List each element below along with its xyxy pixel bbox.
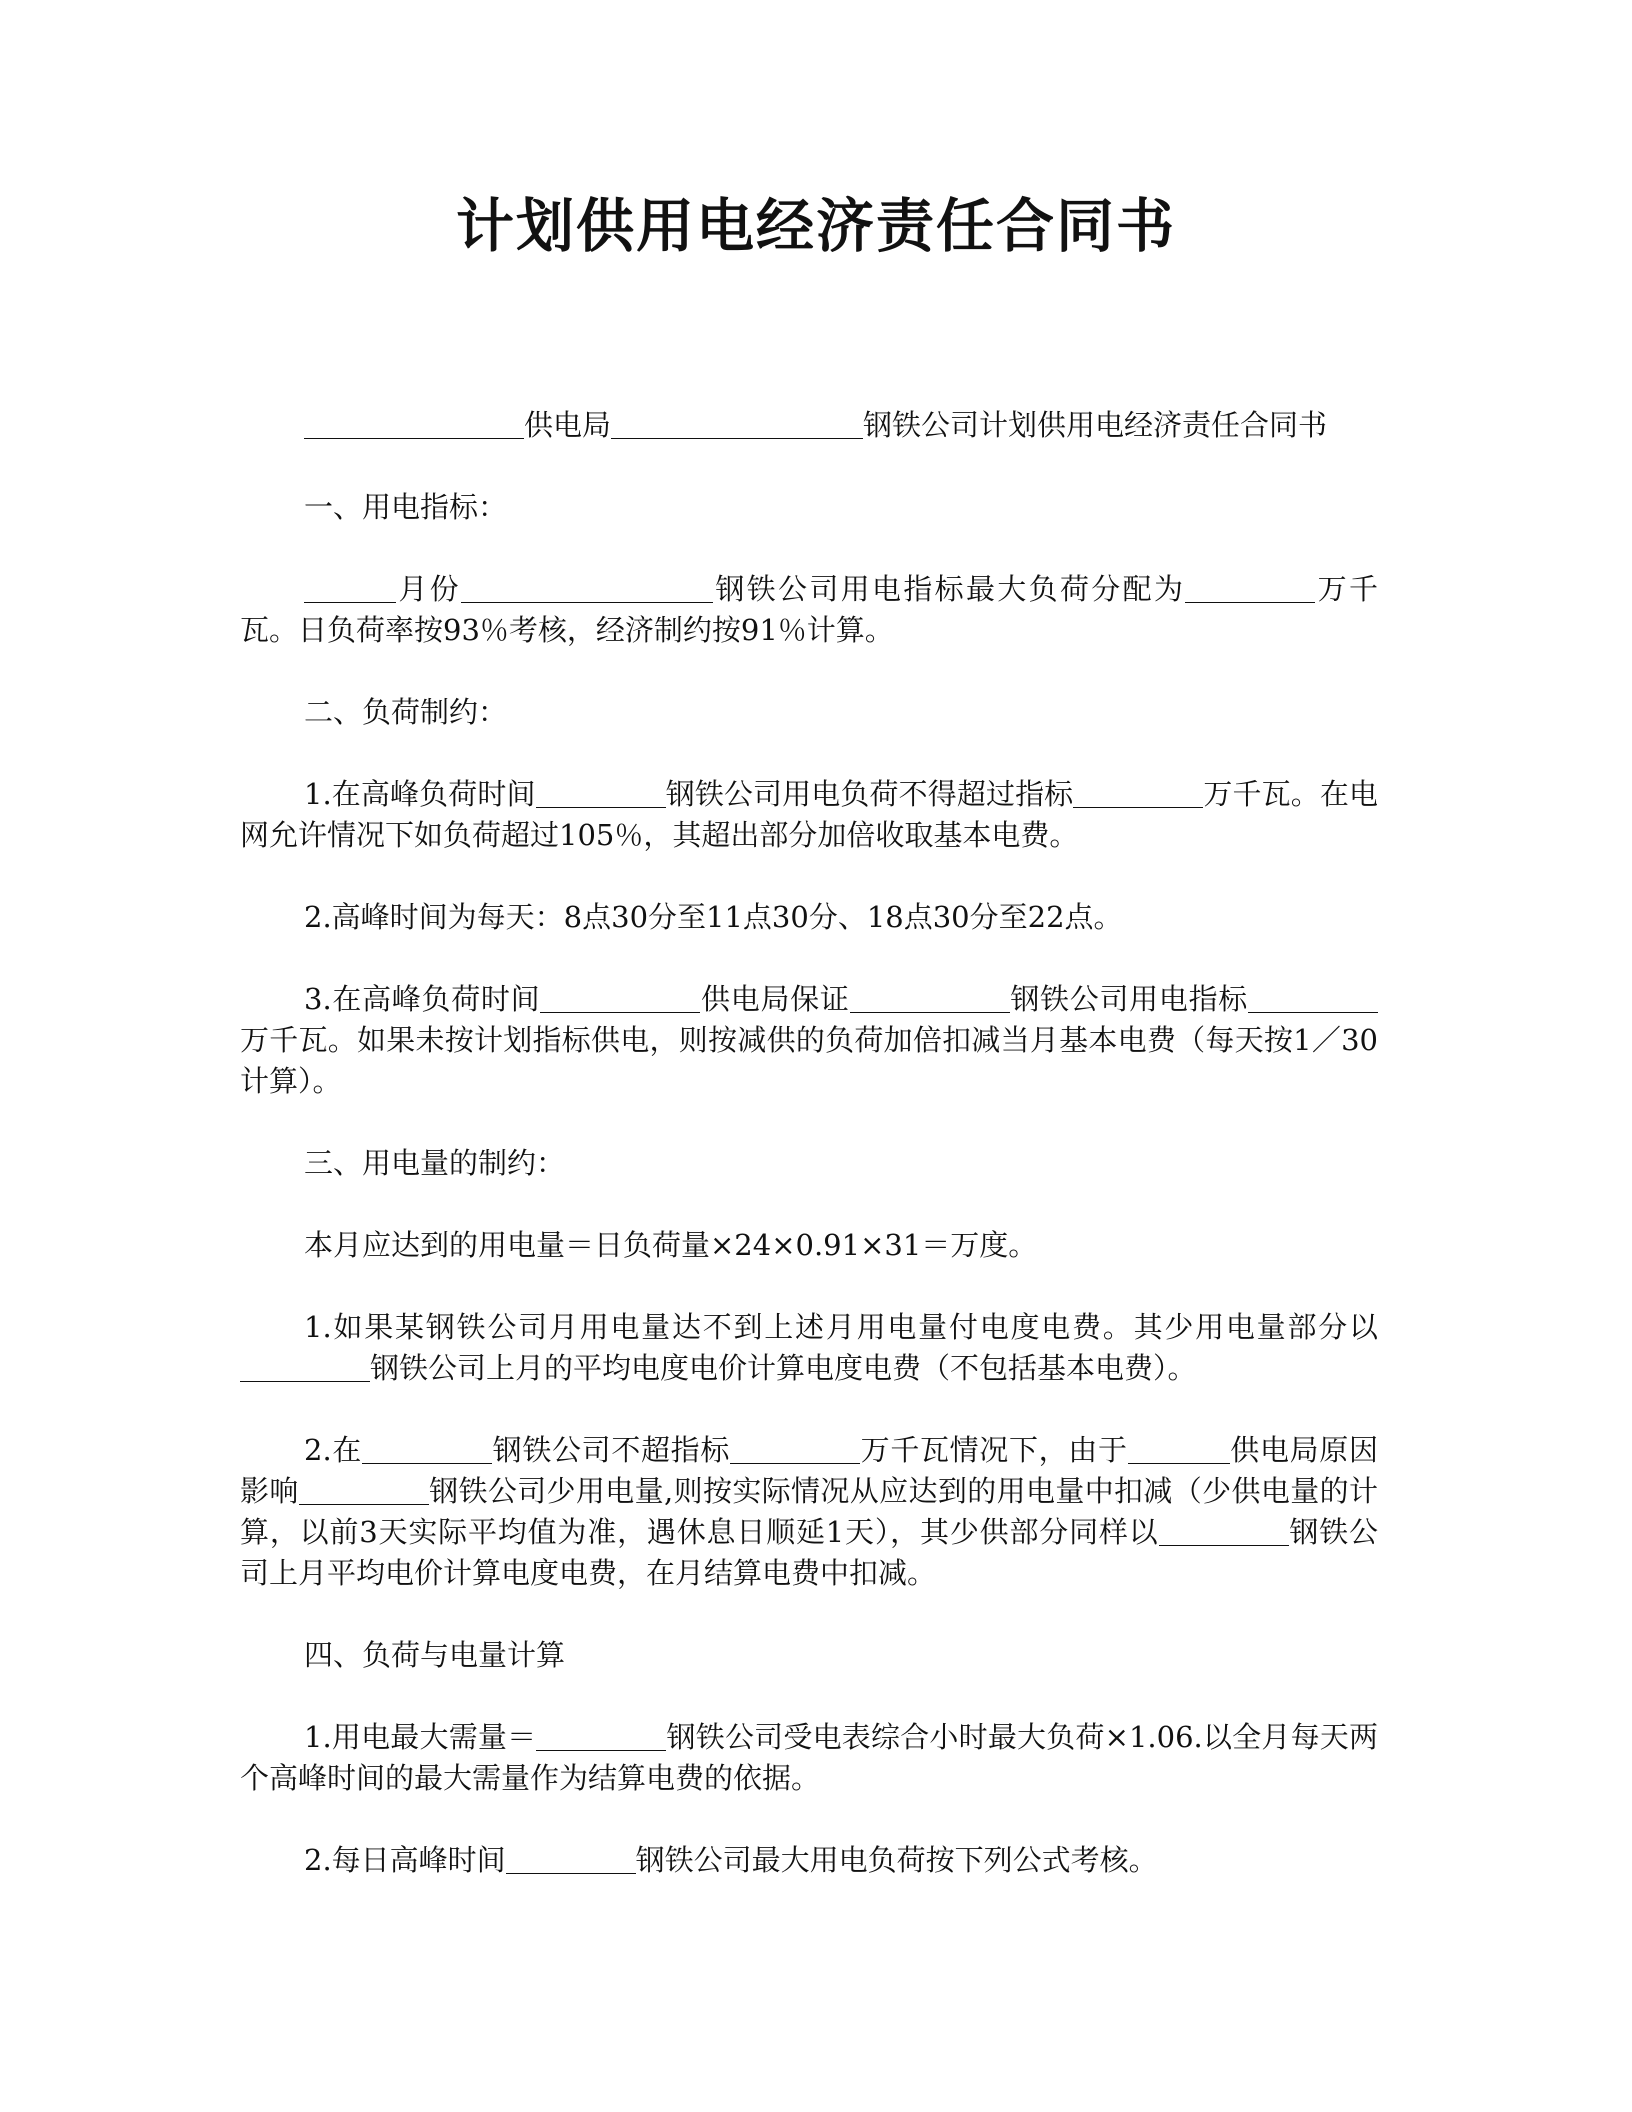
text-run: 2.在: [304, 1433, 362, 1467]
text-run: 钢铁公司少用电量,则按实际情况从应达到的用电量中扣减（少供电量的计算，以前3天实际平均值为准，遇休息日顺延1天），其少供部分同样以: [240, 1474, 1378, 1549]
text-run: 1.如果某钢铁公司月用电量达不到上述月用电量付电度电费。其少用电量部分以: [304, 1310, 1378, 1344]
blank-field: [536, 1720, 666, 1751]
paragraph: [240, 1430, 1378, 1594]
blank-field: [1128, 1433, 1230, 1464]
paragraph: 2.高峰时间为每天：8点30分至11点30分、18点30分至22点。: [304, 900, 1123, 934]
document-body: [240, 405, 1378, 1922]
header-line: [240, 405, 1378, 446]
section-heading: 三、用电量的制约：: [304, 1146, 566, 1180]
paragraph: [240, 979, 1378, 1102]
paragraph: [240, 1307, 1378, 1389]
blank-field: [240, 1351, 370, 1382]
section-heading: 四、负荷与电量计算: [304, 1638, 566, 1672]
text-run: 钢铁公司用电负荷不得超过指标: [665, 777, 1074, 811]
text-run: 钢铁公司用电指标最大负荷分配为: [713, 572, 1186, 606]
blank-field: [506, 1843, 636, 1874]
text-run: 供电局原因影响: [240, 1433, 1378, 1508]
text-run: 月份: [396, 572, 461, 606]
blank-field: [461, 572, 713, 603]
text-run: 钢铁公司计划供用电经济责任合同书: [863, 408, 1328, 442]
text-run: 钢铁公司最大用电负荷按下列公式考核。: [635, 1843, 1158, 1877]
blank-field: [536, 777, 666, 808]
blank-field: [850, 982, 1010, 1013]
blank-field: [362, 1433, 492, 1464]
text-run: 钢铁公司用电指标: [1009, 982, 1248, 1016]
blank-field: [540, 982, 700, 1013]
formula: 本月应达到的用电量＝日负荷量×24×0.91×31＝万度。: [304, 1228, 1038, 1262]
text-run: 万千瓦情况下，由于: [859, 1433, 1128, 1467]
text-run: 万千瓦。日负荷率按93％考核，经济制约按91％计算。: [240, 572, 1378, 647]
blank-field: [1159, 1515, 1289, 1546]
section-heading: 二、负荷制约：: [304, 695, 508, 729]
blank-field: [611, 408, 863, 439]
document-title: 计划供用电经济责任合同书: [455, 192, 1176, 260]
text-run: 供电局保证: [700, 982, 850, 1016]
text-run: 钢铁公司上月平均电价计算电度电费，在月结算电费中扣减。: [240, 1515, 1378, 1590]
text-run: 1.用电最大需量＝: [304, 1720, 537, 1754]
text-run: 万千瓦。如果未按计划指标供电，则按减供的负荷加倍扣减当月基本电费（每天按1／30计算）。: [240, 1023, 1378, 1098]
text-run: 钢铁公司不超指标: [492, 1433, 730, 1467]
blank-field: [730, 1433, 860, 1464]
paragraph: [240, 569, 1378, 651]
blank-field: [1073, 777, 1203, 808]
paragraph: [240, 1717, 1378, 1799]
text-run: 钢铁公司上月的平均电度电价计算电度电费（不包括基本电费）。: [370, 1351, 1197, 1385]
text-run: 2.每日高峰时间: [304, 1843, 506, 1877]
text-run: 3.在高峰负荷时间: [304, 982, 541, 1016]
paragraph: [240, 774, 1378, 856]
text-run: 钢铁公司受电表综合小时最大负荷×1.06.以全月每天两个高峰时间的最大需量作为结算电费的依据。: [240, 1720, 1379, 1795]
blank-field: [299, 1474, 429, 1505]
blank-field: [1248, 982, 1378, 1013]
section-heading: 一、用电指标：: [304, 490, 508, 524]
blank-field: [304, 408, 524, 439]
blank-field: [1185, 572, 1315, 603]
text-run: 万千瓦。在电网允许情况下如负荷超过105％，其超出部分加倍收取基本电费。: [240, 777, 1378, 852]
text-run: 1.在高峰负荷时间: [304, 777, 536, 811]
text-run: 供电局: [524, 408, 612, 442]
paragraph: [240, 1840, 1378, 1881]
blank-field: [304, 572, 396, 603]
